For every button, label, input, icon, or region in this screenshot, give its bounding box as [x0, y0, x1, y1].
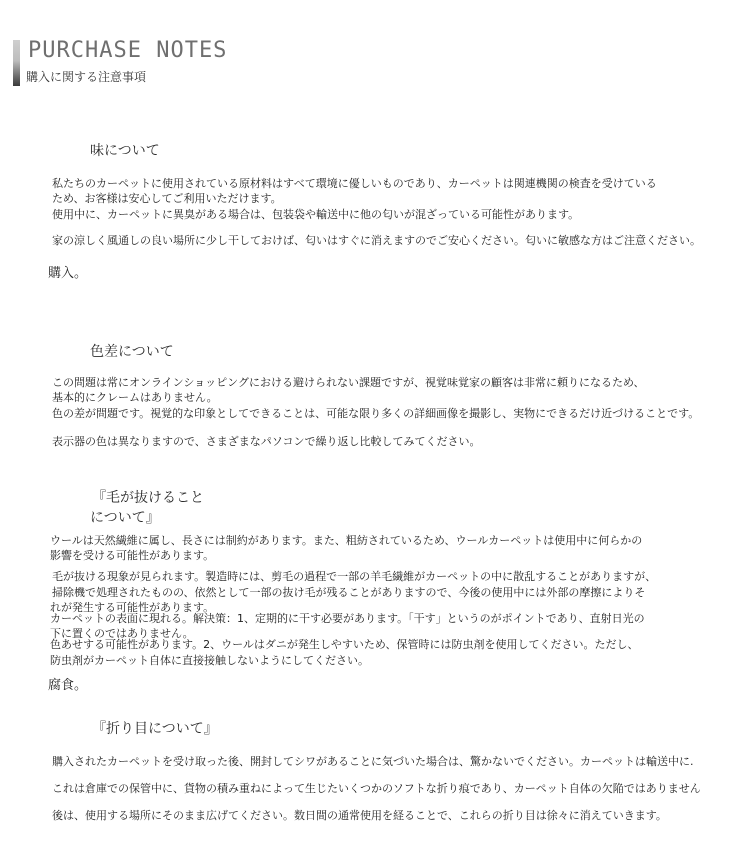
color-line-3: 色の差が問題です。視覚的な印象としてできることは、可能な限り多くの詳細画像を撮影し、実物にできるだけ近づけることです。 — [52, 407, 700, 420]
shedding-line-7: 下に置くのではありません。 — [50, 627, 194, 640]
shedding-line-2: 影響を受ける可能性があります。 — [50, 549, 215, 562]
page-title-jp: 購入に関する注意事項 — [26, 70, 147, 84]
page-title-en: PURCHASE NOTES — [28, 38, 228, 63]
smell-line-1: 私たちのカーペットに使用されている原材料はすべて環境に優しいものであり、カーペットは関連機関の検査を受けている — [52, 177, 657, 190]
creases-line-2: これは倉庫での保管中に、貨物の積み重ねによって生じたいくつかのソフトな折り痕であり、カーペット自体の欠陥ではありません — [52, 782, 701, 795]
shedding-line-4: 掃除機で処理されたものの、依然として一部の抜け毛が残ることがありますので、今後の使用中には外部の摩擦によりそ — [52, 586, 646, 599]
color-line-2: 基本的にクレームはありません。 — [52, 391, 218, 404]
color-line-1: この問題は常にオンラインショッピングにおける避けられない課題ですが、視覚味覚家の顧客は非常に頼りになるため、 — [52, 376, 645, 389]
smell-line-4: 家の涼しく風通しの良い場所に少し干しておけば、匂いはすぐに消えますのでご安心ください。匂いに敏感な方はご注意ください。 — [52, 234, 701, 247]
color-line-4: 表示器の色は異なりますので、さまざまなパソコンで繰り返し比較してみてください。 — [52, 435, 481, 448]
shedding-line-8: 色あせする可能性があります。2、ウールはダニが発生しやすいため、保管時には防虫剤を使用してください。ただし、 — [50, 638, 639, 651]
smell-line-2: ため、お客様は安心してご利用いただけます。 — [52, 192, 282, 205]
shedding-line-9: 防虫剤がカーペット自体に直接接触しないようにしてください。 — [50, 654, 369, 667]
smell-tail: 購入。 — [48, 266, 88, 281]
section-title-creases: 『折り目について』 — [92, 721, 218, 737]
creases-line-1: 購入されたカーペットを受け取った後、開封してシワがあることに気づいた場合は、驚かないでください。カーペットは輸送中に. — [52, 755, 694, 768]
shedding-tail: 腐食。 — [48, 678, 88, 693]
shedding-line-6: カーペットの表面に現れる。解決策：1、定期的に干す必要があります。「干す」というのがポイントであり、直射日光の — [50, 612, 645, 625]
header-accent-bar — [13, 40, 20, 86]
section-title-shedding-1: 『毛が抜けること — [92, 490, 204, 506]
creases-line-3: 後は、使用する場所にそのまま広げてください。数日間の通常使用を経ることで、これらの折り目は徐々に消えていきます。 — [52, 809, 667, 822]
section-title-color: 色差について — [90, 344, 174, 360]
section-title-shedding-2: について』 — [90, 510, 160, 526]
smell-line-3: 使用中に、カーペットに異臭がある場合は、包装袋や輸送中に他の匂いが混ざっている可能性があります。 — [52, 208, 580, 221]
shedding-line-1: ウールは天然繊維に属し、長さには制約があります。また、粗紡されているため、ウールカーペットは使用中に何らかの — [50, 534, 643, 547]
shedding-line-3: 毛が抜ける現象が見られます。製造時には、剪毛の過程で一部の羊毛繊維がカーペットの中に散乱することがありますが、 — [52, 570, 657, 583]
shedding-line-5: れが発生する可能性があります。 — [50, 601, 215, 614]
section-title-smell: 味について — [90, 143, 160, 159]
